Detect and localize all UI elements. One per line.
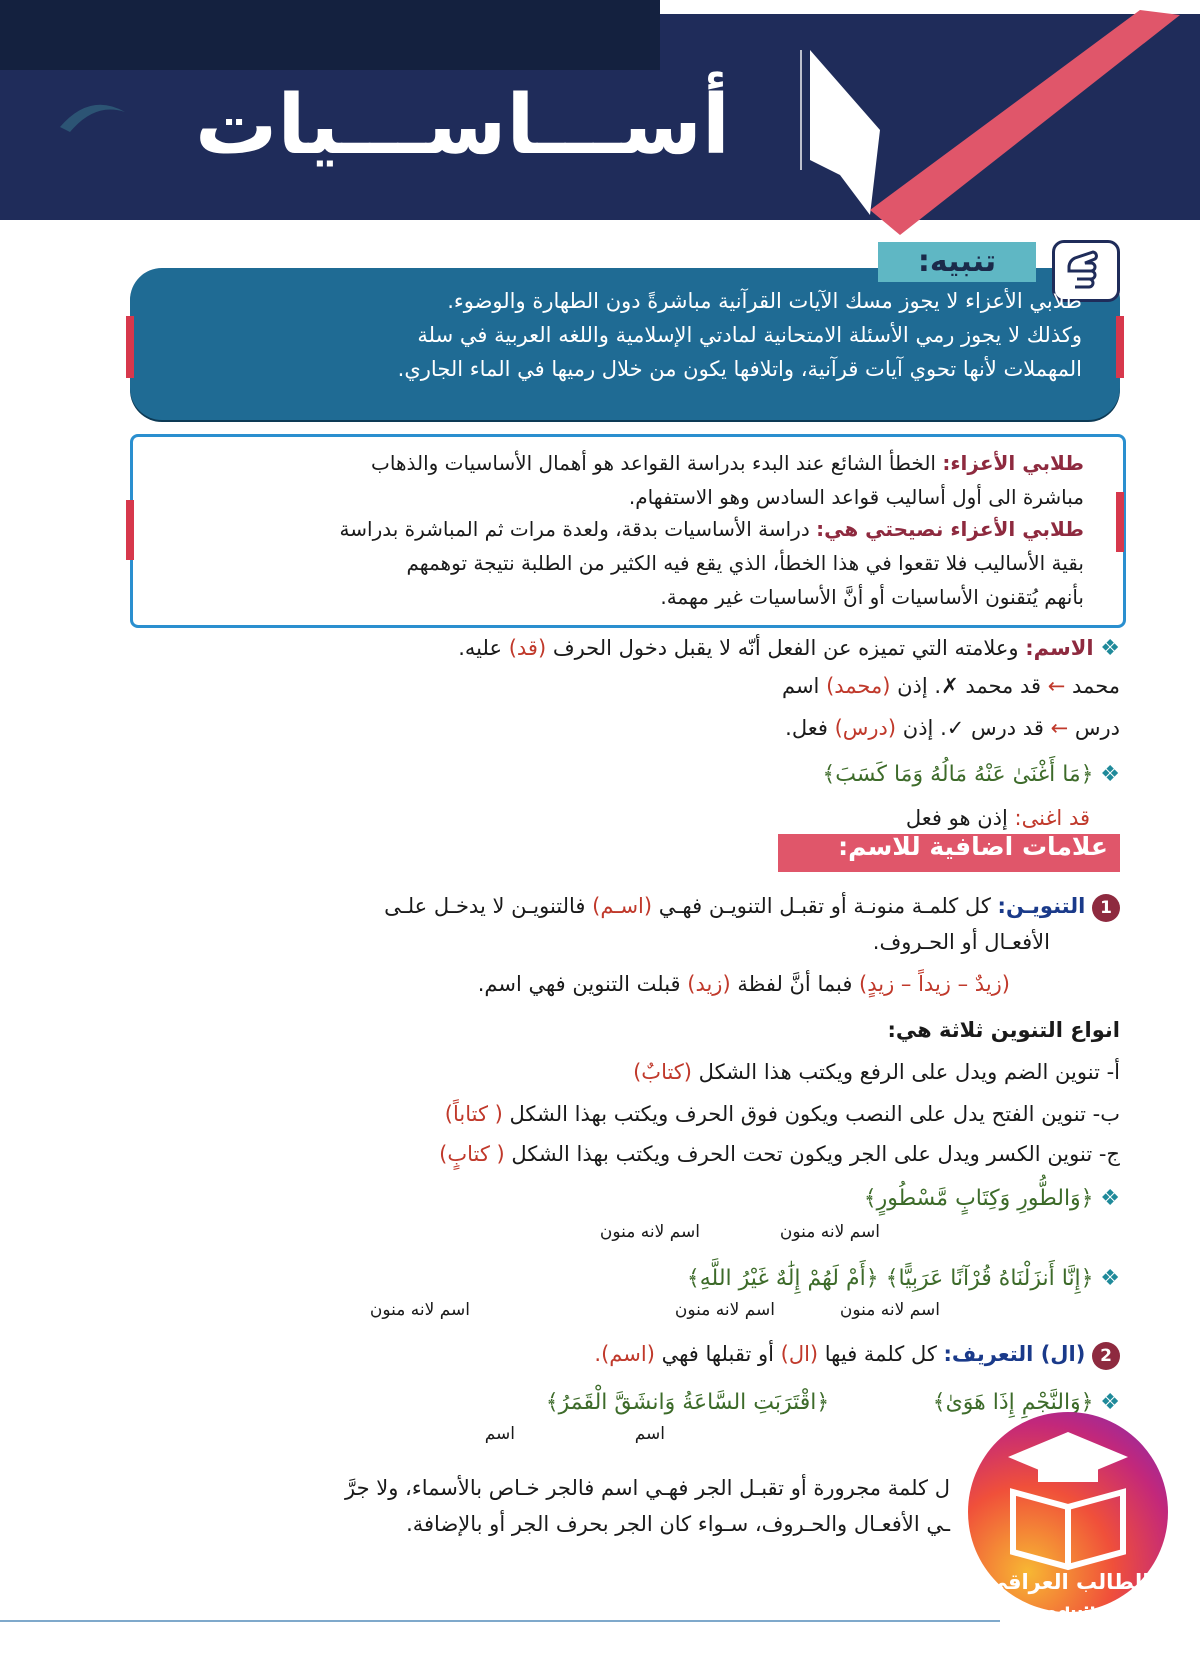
tanween-ism: (اسـم) [592,894,653,918]
verse-4-note-2: اسم [484,1424,515,1444]
tanween-types-title: انواع التنوين ثلاثة هي: [887,1018,1120,1042]
number-badge-1: 1 [1092,894,1120,922]
verse-2-note-1: اسم لانه منون [779,1222,880,1242]
example-then-1: إذن [890,674,935,698]
example-test-2: قد درس ✓. [940,716,1044,740]
verse-3-note-1: اسم لانه منون [839,1300,940,1320]
qad-aghna-label: قد اغنى: [1014,806,1090,830]
header-top-strip [0,0,660,70]
tanween-type-c [439,1136,1120,1172]
verse-3-text: ﴿إِنَّا أَنزَلْنَاهُ قُرْآنًا عَرَبِيًّا﴾ ﴿أَمْ لَهُمْ إِلَٰهٌ غَيْرُ اللَّهِ﴾ [686,1266,1094,1291]
verse-2-note-2: اسم لانه منون [599,1222,700,1242]
tips-line-3 [340,512,1084,546]
verse-1-text: ﴿مَا أَغْنَىٰ عَنْهُ مَالُهُ وَمَا كَسَبَ﴾ [822,762,1094,787]
verse-4-note-1: اسم [634,1424,665,1444]
tips-tab-left [126,500,134,560]
tanween-example-text: فبما أنَّ لفظة [730,972,860,996]
tips-line-3-highlight: طلابي الأعزاء نصيحتي هي: [816,517,1084,541]
example-word-1-red: (محمد) [826,674,891,698]
caution-line-3: المهملات لأنها تحوي آيات قرآنية، واتلافها يكون من خلال رميها في الماء الجاري. [397,357,1082,381]
arrow-left-icon: ← [1050,716,1069,740]
verse-3-note-2: اسم لانه منون [674,1300,775,1320]
verse-3 [687,1260,1120,1297]
tips-line-2: مباشرة الى أول أساليب قواعد السادس وهو الاستفهام. [628,485,1084,509]
tips-line-3-text: دراسة الأساسيات بدقة، ولعدة مرات ثم المباشرة بدراسة [339,517,817,541]
tareef-ism: (اسم). [594,1342,655,1366]
tips-line-1 [371,446,1084,480]
logo-name: الطالب العراقي [986,1570,1150,1594]
tanween-example-word: (زيد) [687,972,731,996]
example-row-2 [785,710,1120,746]
type-a-text: أ- تنوين الضم ويدل على الرفع ويكتب هذا الشكل [692,1060,1120,1084]
tanween-text-2: فالتنويـن لا يدخـل علـى [384,894,593,918]
example-row-1 [782,668,1120,704]
crescent-icon [50,92,130,142]
tips-line-1-highlight: طلابي الأعزاء: [942,451,1084,475]
example-then-2: إذن [896,716,941,740]
example-word-2-red: (درس) [834,716,897,740]
caution-line-2: وكذلك لا يجوز رمي الأسئلة الامتحانية لمادتي الإسلامية واللغه العربية في سلة [417,323,1082,347]
header-divider [800,50,802,170]
bullet-icon: ❖ [1100,762,1120,787]
type-b-text: ب- تنوين الفتح يدل على النصب ويكون فوق الحرف ويكتب بهذا الشكل [502,1102,1120,1126]
tanween-text-1: كل كلمـة منونـة أو تقبـل التنويـن فهـي [652,894,998,918]
tanween-type-a [633,1054,1120,1090]
bullet-icon: ❖ [1100,1390,1120,1415]
verse-2 [864,1180,1120,1217]
page-title: أســـاســـيات [194,78,730,173]
example-word-2: درس [1074,716,1120,740]
type-b-example: ( كتاباً) [444,1102,503,1126]
tanween-line-2: الأفعـال أو الحـروف. [872,930,1050,954]
verse-1 [822,756,1120,793]
caution-tab-right [1116,316,1124,378]
number-badge-2: 2 [1092,1342,1120,1370]
caution-label: تنبيه: [878,242,1036,282]
verse-4a-text: ﴿وَالنَّجْمِ إِذَا هَوَىٰ﴾ [932,1390,1094,1415]
tanween-line-1 [384,888,1120,924]
tips-line-4: بقية الأساليب فلا تقعوا في هذا الخطأ، الذي يقع فيه الكثير من الطلبة نتيجة توهمهم [406,551,1084,575]
verse-4b-text: ﴿اقْتَرَبَتِ السَّاعَةُ وَانشَقَّ الْقَمَرُ﴾ [545,1390,830,1415]
tanween-type-b [445,1096,1120,1132]
qad-aghna [906,800,1090,836]
caution-line-1: طلابي الأعزاء لا يجوز مسك الآيات القرآنية مباشرةً دون الطهارة والوضوء. [447,289,1082,313]
section-title: علامات اضافية للاسم: [838,832,1108,861]
type-c-example: ( كتابٍ) [439,1142,505,1166]
logo-handle: @eduiiq [1027,1604,1109,1625]
tareef-label: (ال) التعريف: [943,1342,1086,1366]
bullet-icon: ❖ [1100,636,1120,661]
type-c-text: ج- تنوين الكسر ويدل على الجر ويكون تحت الحرف ويكتب بهذا الشكل [504,1142,1120,1166]
noun-text-1: وعلامته التي تميزه عن الفعل أنّه لا يقبل دخول الحرف [546,636,1026,660]
arrow-left-icon: ← [1047,674,1066,698]
tanween-example-text-2: قبلت التنوين فهي اسم. [477,972,688,996]
check-mark-icon [780,0,1200,240]
noun-qad: (قد) [508,636,547,660]
example-word-1: محمد [1072,674,1120,698]
tips-tab-right [1116,492,1124,552]
jarr-line-1: ل كلمة مجرورة أو تقبـل الجر فهـي اسم فالجر خـاص بالأسماء، ولا جرَّ [345,1476,950,1500]
example-test-1: قد محمد ✗. [934,674,1042,698]
type-a-example: (كتابٌ) [633,1060,692,1084]
footer-line [0,1620,1000,1622]
verse-2-text: ﴿وَالطُّورِ وَكِتَابٍ مَّسْطُورٍ﴾ [863,1186,1094,1211]
noun-definition [458,630,1120,667]
tareef-text-2: أو تقبلها فهي [654,1342,781,1366]
tips-line-5: بأنهم يُتقنون الأساسيات أو أنَّ الأساسيات غير مهمة. [660,585,1084,609]
tanween-example-forms: (زيدٌ – زيداً – زيدٍ) [859,972,1010,996]
bullet-icon: ❖ [1100,1186,1120,1211]
jarr-line-2: ـي الأفعـال والحـروف، سـواء كان الجر بحرف الجر أو بالإضافة. [406,1512,950,1536]
tanween-example [478,966,1010,1002]
noun-label: الاسم: [1025,636,1094,660]
qad-aghna-text: إذن هو فعل [905,806,1015,830]
example-result-2: فعل. [785,716,835,740]
noun-text-2: عليه. [458,636,509,660]
example-result-1: اسم [781,674,827,698]
verse-3-note-3: اسم لانه منون [369,1300,470,1320]
bullet-icon: ❖ [1100,1266,1120,1291]
tareef-line [594,1336,1120,1372]
caution-tab-left [126,316,134,378]
tips-line-1-text: الخطأ الشائع عند البدء بدراسة القواعد هو أهمال الأساسيات والذهاب [371,451,943,475]
tareef-text-1: كل كلمة فيها [818,1342,944,1366]
tareef-al: (ال) [780,1342,819,1366]
tanween-label: التنويـن: [997,894,1086,918]
